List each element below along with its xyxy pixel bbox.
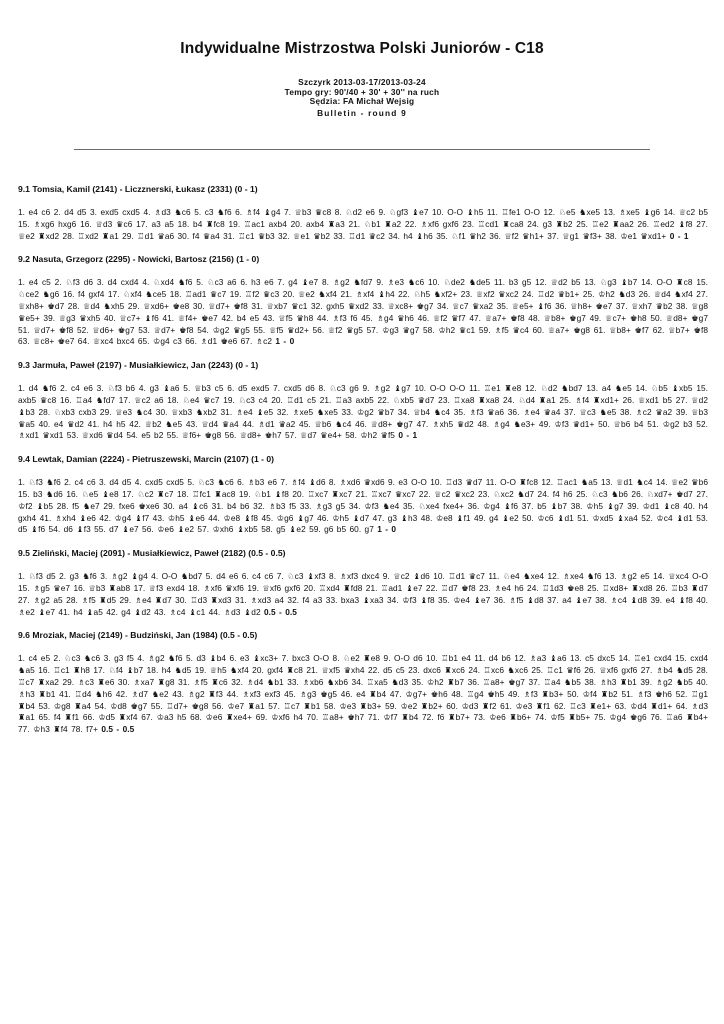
game-header: 9.3 Jarmuła, Paweł (2197) - Musiałkiewicz, Jan (2243) (0 - 1) bbox=[18, 360, 259, 371]
game-entry bbox=[18, 454, 708, 536]
meta-time-control: Tempo gry: 90'/40 + 30' + 30'' na ruch bbox=[284, 86, 440, 97]
move-text: 1. e4 c5 2. ♘f3 d6 3. d4 cxd4 4. ♘xd4 ♞f6 5. ♘c3 a6 6. h3 e6 7. g4 ♝e7 8. ♗g2 ♞fd7 9. ♗e3 ♞c6 10. ♘de2 ♞de5 11. b3 g5 12. ♕d2 b5 13. ♘g3 ♝b7 14. O-O ♜c8 15. ♘ce2 ♞g6 16. f4 gxf4 17. ♘xf4 ♞ce5 18. ♖ad1 ♛c7 19. ♖f2 ♛c3 20. ♕e2 ♞xf4 21. ♗xf4 ♝h4 22. ♘h5 ♞xf2+ 23. ♕xf2 ♛xc2 24. ♖d2 ♛b1+ 25. ♔h2 ♞d3 26. ♕d4 ♞xf4 27. ♕xh8+ ♚d7 28. ♕d4 ♞xh5 29. ♕xd6+ ♚e8 30. ♕d7+ ♚f8 31. ♕xb7 ♛c1 32. gxh5 ♛xd2 33. ♕xc8+ ♚g7 34. ♕c7 ♛xa2 35. ♕e5+ ♝f6 36. ♕h8+ ♚e7 37. ♕xh7 ♛b2 38. ♕g8 ♛e5+ 39. ♕g3 ♛xh5 40. ♕c7+ ♝f6 41. ♕f4+ ♚e7 42. b4 e5 43. ♕f5 ♛h8 44. ♗f3 f6 45. ♗g4 ♛h6 46. ♕f2 ♛f7 47. ♕a7+ ♚f8 48. ♕b8+ ♚g7 49. ♕c7+ ♚h8 50. ♕d8+ ♚g7 51. ♕d7+ ♚f8 52. ♕d6+ ♚g7 53. ♕d7+ ♚f8 54. ♔g2 ♛g5 55. ♕f5 ♛d2+ 56. ♕f2 ♛g5 57. ♔g3 ♛g7 58. ♔h2 ♛c1 59. ♗f5 ♛c4 60. ♕a7+ ♚g8 61. ♕b8+ ♚f7 62. ♕b7+ ♚f8 63. ♕c8+ ♚e7 64. ♕xc4 bxc4 65. ♔g4 c3 66. ♗d1 ♚e6 67. ♗c2 bbox=[18, 277, 708, 347]
game-header: 9.2 Nasuta, Grzegorz (2295) - Nowicki, Bartosz (2156) (1 - 0) bbox=[18, 254, 260, 265]
game-header: 9.5 Zieliński, Maciej (2091) - Musiałkiewicz, Paweł (2182) (0.5 - 0.5) bbox=[18, 548, 286, 559]
game-header: 9.6 Mroziak, Maciej (2149) - Budziński, Jan (1984) (0.5 - 0.5) bbox=[18, 630, 258, 641]
move-text: 1. c4 e5 2. ♘c3 ♞c6 3. g3 f5 4. ♗g2 ♞f6 5. d3 ♝b4 6. e3 ♝xc3+ 7. bxc3 O-O 8. ♘e2 ♜e8 9. O-O d6 10. ♖b1 e4 11. d4 b6 12. ♗a3 ♝a6 13. c5 dxc5 14. ♖e1 cxd4 15. cxd4 ♞a5 16. ♖c1 ♜h8 17. ♘f4 ♝b7 18. h4 ♞d5 19. ♕h5 ♞xf4 20. gxf4 ♜c8 21. ♕xf5 ♛xh4 22. d5 c5 23. dxc6 ♜xc6 24. ♖xc6 ♞xc6 25. ♖c1 ♛f6 26. ♕xf6 gxf6 27. ♗b4 ♞d5 28. ♖c7 ♜xa2 29. ♗c3 ♜e6 30. ♗xa7 ♜g8 31. ♗f5 ♜c6 32. ♗d4 ♞b1 33. ♗xb6 ♞xb6 34. ♖xa5 ♞d3 35. ♔h2 ♜b7 36. ♖a8+ ♚g7 37. ♖a4 ♞b5 38. ♗h3 ♜b1 39. ♗g2 ♞b5 40. ♗h3 ♜b1 41. ♖d4 ♞h6 42. ♗d7 ♞e2 43. ♗g2 ♜f3 44. ♗xf3 exf3 45. ♗g3 ♚g5 46. e4 ♜b4 47. ♔g7+ ♚h6 48. ♖g4 ♚h5 49. ♗f3 ♜b3+ 50. ♔f4 ♜b2 51. ♗f3 ♚h6 52. ♖g1 ♜b4 53. ♔g8 ♜a4 54. ♔d8 ♚g7 55. ♖d7+ ♚g8 56. ♔e7 ♜a1 57. ♖c7 ♜b1 58. ♔e3 ♜b3+ 59. ♔e2 ♜b2+ 60. ♔d3 ♜f2 61. ♔e3 ♜f1 62. ♖c3 ♜e1+ 63. ♔d4 ♜d1+ 64. ♗d3 ♜a1 65. f4 ♜f1 66. ♔d5 ♜xf4 67. ♔a3 h5 68. ♔e6 ♜xe4+ 69. ♔xf6 h4 70. ♖a8+ ♚h7 71. ♔f7 ♜b4 72. f6 ♜b7+ 73. ♔e6 ♜b6+ 74. ♔f5 ♜b5+ 75. ♔g4 ♚g6 76. ♖a6 ♜b4+ 77. ♔h3 ♜f4 78. f7+ bbox=[18, 653, 708, 735]
meta-bulletin-round: Bulletin - round 9 bbox=[317, 107, 407, 118]
header-divider bbox=[74, 149, 650, 150]
game-result: 1 - 0 bbox=[377, 524, 397, 535]
game-header: 9.1 Tomsia, Kamil (2141) - Liczznerski, Łukasz (2331) (0 - 1) bbox=[18, 184, 258, 194]
game-moves bbox=[18, 653, 708, 736]
game-entry bbox=[18, 254, 708, 348]
game-result: 0 - 1 bbox=[398, 430, 418, 441]
meta-location-dates: Szczyrk 2013-03-17/2013-03-24 bbox=[298, 77, 426, 87]
move-text: 1. ♘f3 d5 2. g3 ♞f6 3. ♗g2 ♝g4 4. O-O ♞bd7 5. d4 e6 6. c4 c6 7. ♘c3 ♝xf3 8. ♗xf3 dxc4 9. ♕c2 ♝d6 10. ♖d1 ♛c7 11. ♘e4 ♞xe4 12. ♗xe4 ♞f6 13. ♗g2 e5 14. ♕xc4 O-O 15. ♗g5 ♛e7 16. ♕b3 ♜ab8 17. ♕f3 exd4 18. ♗xf6 ♛xf6 19. ♕xf6 gxf6 20. ♖xd4 ♜fd8 21. ♖ad1 ♝e7 22. ♖d7 ♚f8 23. ♗e4 h6 24. ♖1d3 ♚e8 25. ♖xd8+ ♜xd8 26. ♖b3 ♜d7 27. ♗g2 a5 28. ♗f5 ♜d5 29. ♗e4 ♜d7 30. ♖d3 ♜xd3 31. ♗xd3 a4 32. f4 a3 33. bxa3 ♝xa3 34. ♔f3 ♝f8 35. ♔e4 ♝e7 36. ♗f5 ♝d8 37. a4 ♝e7 38. ♗c4 ♝d8 39. e4 ♝f8 40. ♗e2 ♝e7 41. h4 ♝a5 42. g4 ♝d2 43. ♗c4 ♝c1 44. ♗d3 ♝d2 bbox=[18, 571, 708, 617]
document-meta bbox=[0, 78, 724, 118]
move-text: 1. d4 ♞f6 2. c4 e6 3. ♘f3 b6 4. g3 ♝a6 5. ♕b3 c5 6. d5 exd5 7. cxd5 d6 8. ♘c3 g6 9. ♗g2 ♝g7 10. O-O O-O 11. ♖e1 ♜e8 12. ♘d2 ♞bd7 13. a4 ♞e5 14. ♘b5 ♝xb5 15. axb5 ♛c8 16. ♖a4 ♞fd7 17. ♕c2 a6 18. ♘e4 ♛c7 19. ♘c3 c4 20. ♖d1 c5 21. ♖a3 axb5 22. ♘xb5 ♛d7 23. ♖xa8 ♜xa8 24. ♘d4 ♜a1 25. ♗f4 ♜xd1+ 26. ♕xd1 b5 27. ♕d2 ♝b3 28. ♘xb3 cxb3 29. ♕e3 ♞c4 30. ♕xb3 ♞xb2 31. ♗e4 ♝e5 32. ♗xe5 ♞xe5 33. ♔g2 ♛b7 34. ♕b4 ♞c4 35. ♗f3 ♛a6 36. ♗e4 ♛a4 37. ♕c3 ♞e5 38. ♗c2 ♛a2 39. ♕b3 ♛a5 40. e4 ♛d2 41. h4 h5 42. ♕b2 ♞e5 43. ♕d4 ♛a4 44. ♗d1 ♛a2 45. ♕b6 ♞c4 46. ♕d8+ ♚g7 47. ♗xh5 ♛d2 48. ♗g4 ♞e3+ 49. ♔f3 ♛d1+ 50. ♕b6 b4 51. ♔g2 b3 52. ♗xd1 ♛xd1 53. ♕xd6 ♛d4 54. e5 b2 55. ♕f6+ ♚g8 56. ♕d8+ ♚h7 57. ♕d7 ♛e4+ 58. ♔h2 ♛f5 bbox=[18, 383, 708, 441]
move-text: 1. ♘f3 ♞f6 2. c4 c6 3. d4 d5 4. cxd5 cxd5 5. ♘c3 ♞c6 6. ♗b3 e6 7. ♗f4 ♝d6 8. ♗xd6 ♛xd6 9. e3 O-O 10. ♖d3 ♛d7 11. O-O ♜fc8 12. ♖ac1 ♞a5 13. ♕d1 ♞c4 14. ♕e2 ♛b6 15. b3 ♞d6 16. ♘e5 ♝e8 17. ♘c2 ♜c7 18. ♖fc1 ♜ac8 19. ♘b1 ♝f8 20. ♖xc7 ♜xc7 21. ♖xc7 ♛xc7 22. ♕c2 ♛xc2 23. ♘xc2 ♞d7 24. f4 h6 25. ♘c3 ♞b6 26. ♘xd7+ ♚d7 27. ♔f2 ♝b5 28. f5 ♞e7 29. fxe6 ♚xe6 30. a4 ♝c6 31. b4 b6 32. ♗b3 f5 33. ♗g3 g5 34. ♔f3 ♞e4 35. ♘xe4 fxe4+ 36. ♔g4 ♝f6 37. b5 ♝b7 38. ♔h5 ♝g7 39. ♔d1 ♝c8 40. h4 gxh4 41. ♗xh4 ♝e6 42. ♔g4 ♝f7 43. ♔h5 ♝e6 44. ♔e8 ♝f8 45. ♔g6 ♝g7 46. ♔h5 ♝d7 47. g3 ♝h3 48. ♔e8 ♝f1 49. g4 ♝e2 50. ♔c6 ♝d1 51. ♔xd5 ♝xa4 52. ♔c4 ♝d1 53. d5 ♝f6 54. d6 ♝f3 55. d7 ♝e7 56. ♔e6 ♝e2 57. ♔xh6 ♝xb5 58. g5 ♝e2 59. g6 b5 60. g7 bbox=[18, 477, 708, 535]
game-entry bbox=[18, 184, 708, 242]
game-moves bbox=[18, 477, 708, 536]
game-moves bbox=[18, 383, 708, 442]
game-moves bbox=[18, 571, 708, 618]
document-title: Indywidualne Mistrzostwa Polski Juniorów - C18 bbox=[180, 40, 544, 57]
game-moves bbox=[18, 277, 708, 348]
game-moves bbox=[18, 207, 708, 242]
move-text: 1. e4 c6 2. d4 d5 3. exd5 cxd5 4. ♗d3 ♞c6 5. c3 ♞f6 6. ♗f4 ♝g4 7. ♕b3 ♛c8 8. ♘d2 e6 9. ♘gf3 ♝e7 10. O-O ♝h5 11. ♖fe1 O-O 12. ♘e5 ♞xe5 13. ♗xe5 ♝g6 14. ♕c2 b5 15. ♗xg6 hxg6 16. ♕d3 ♛c6 17. a3 a5 18. b4 ♜fc8 19. ♖ac1 axb4 20. axb4 ♜a3 21. ♘b1 ♜a2 22. ♗xf6 gxf6 23. ♖cd1 ♜ca8 24. g3 ♜b2 25. ♖e2 ♜aa2 26. ♖ed2 ♝f8 27. ♕e2 ♜xd2 28. ♖xd2 ♜a1 29. ♖d1 ♛a6 30. f4 ♛a4 31. ♖c1 ♛b3 32. ♕e1 ♛b2 33. ♖d1 ♛c2 34. h4 ♝h6 35. ♘f1 ♛h2 36. ♕f2 ♛h1+ 37. ♕g1 ♛f3+ 38. ♔e1 ♛xd1+ bbox=[18, 207, 708, 241]
game-entry bbox=[18, 360, 708, 442]
game-result: 0.5 - 0.5 bbox=[101, 724, 135, 735]
game-entry bbox=[18, 630, 708, 736]
game-entry bbox=[18, 548, 708, 618]
game-result: 0 - 1 bbox=[669, 230, 689, 241]
meta-arbiter: Sędzia: FA Michał Wejsig bbox=[309, 96, 415, 107]
game-result: 0.5 - 0.5 bbox=[263, 606, 297, 617]
games-list bbox=[18, 184, 708, 748]
game-header: 9.4 Lewtak, Damian (2224) - Pietruszewski, Marcin (2107) (1 - 0) bbox=[18, 454, 275, 465]
game-result: 1 - 0 bbox=[275, 336, 295, 347]
